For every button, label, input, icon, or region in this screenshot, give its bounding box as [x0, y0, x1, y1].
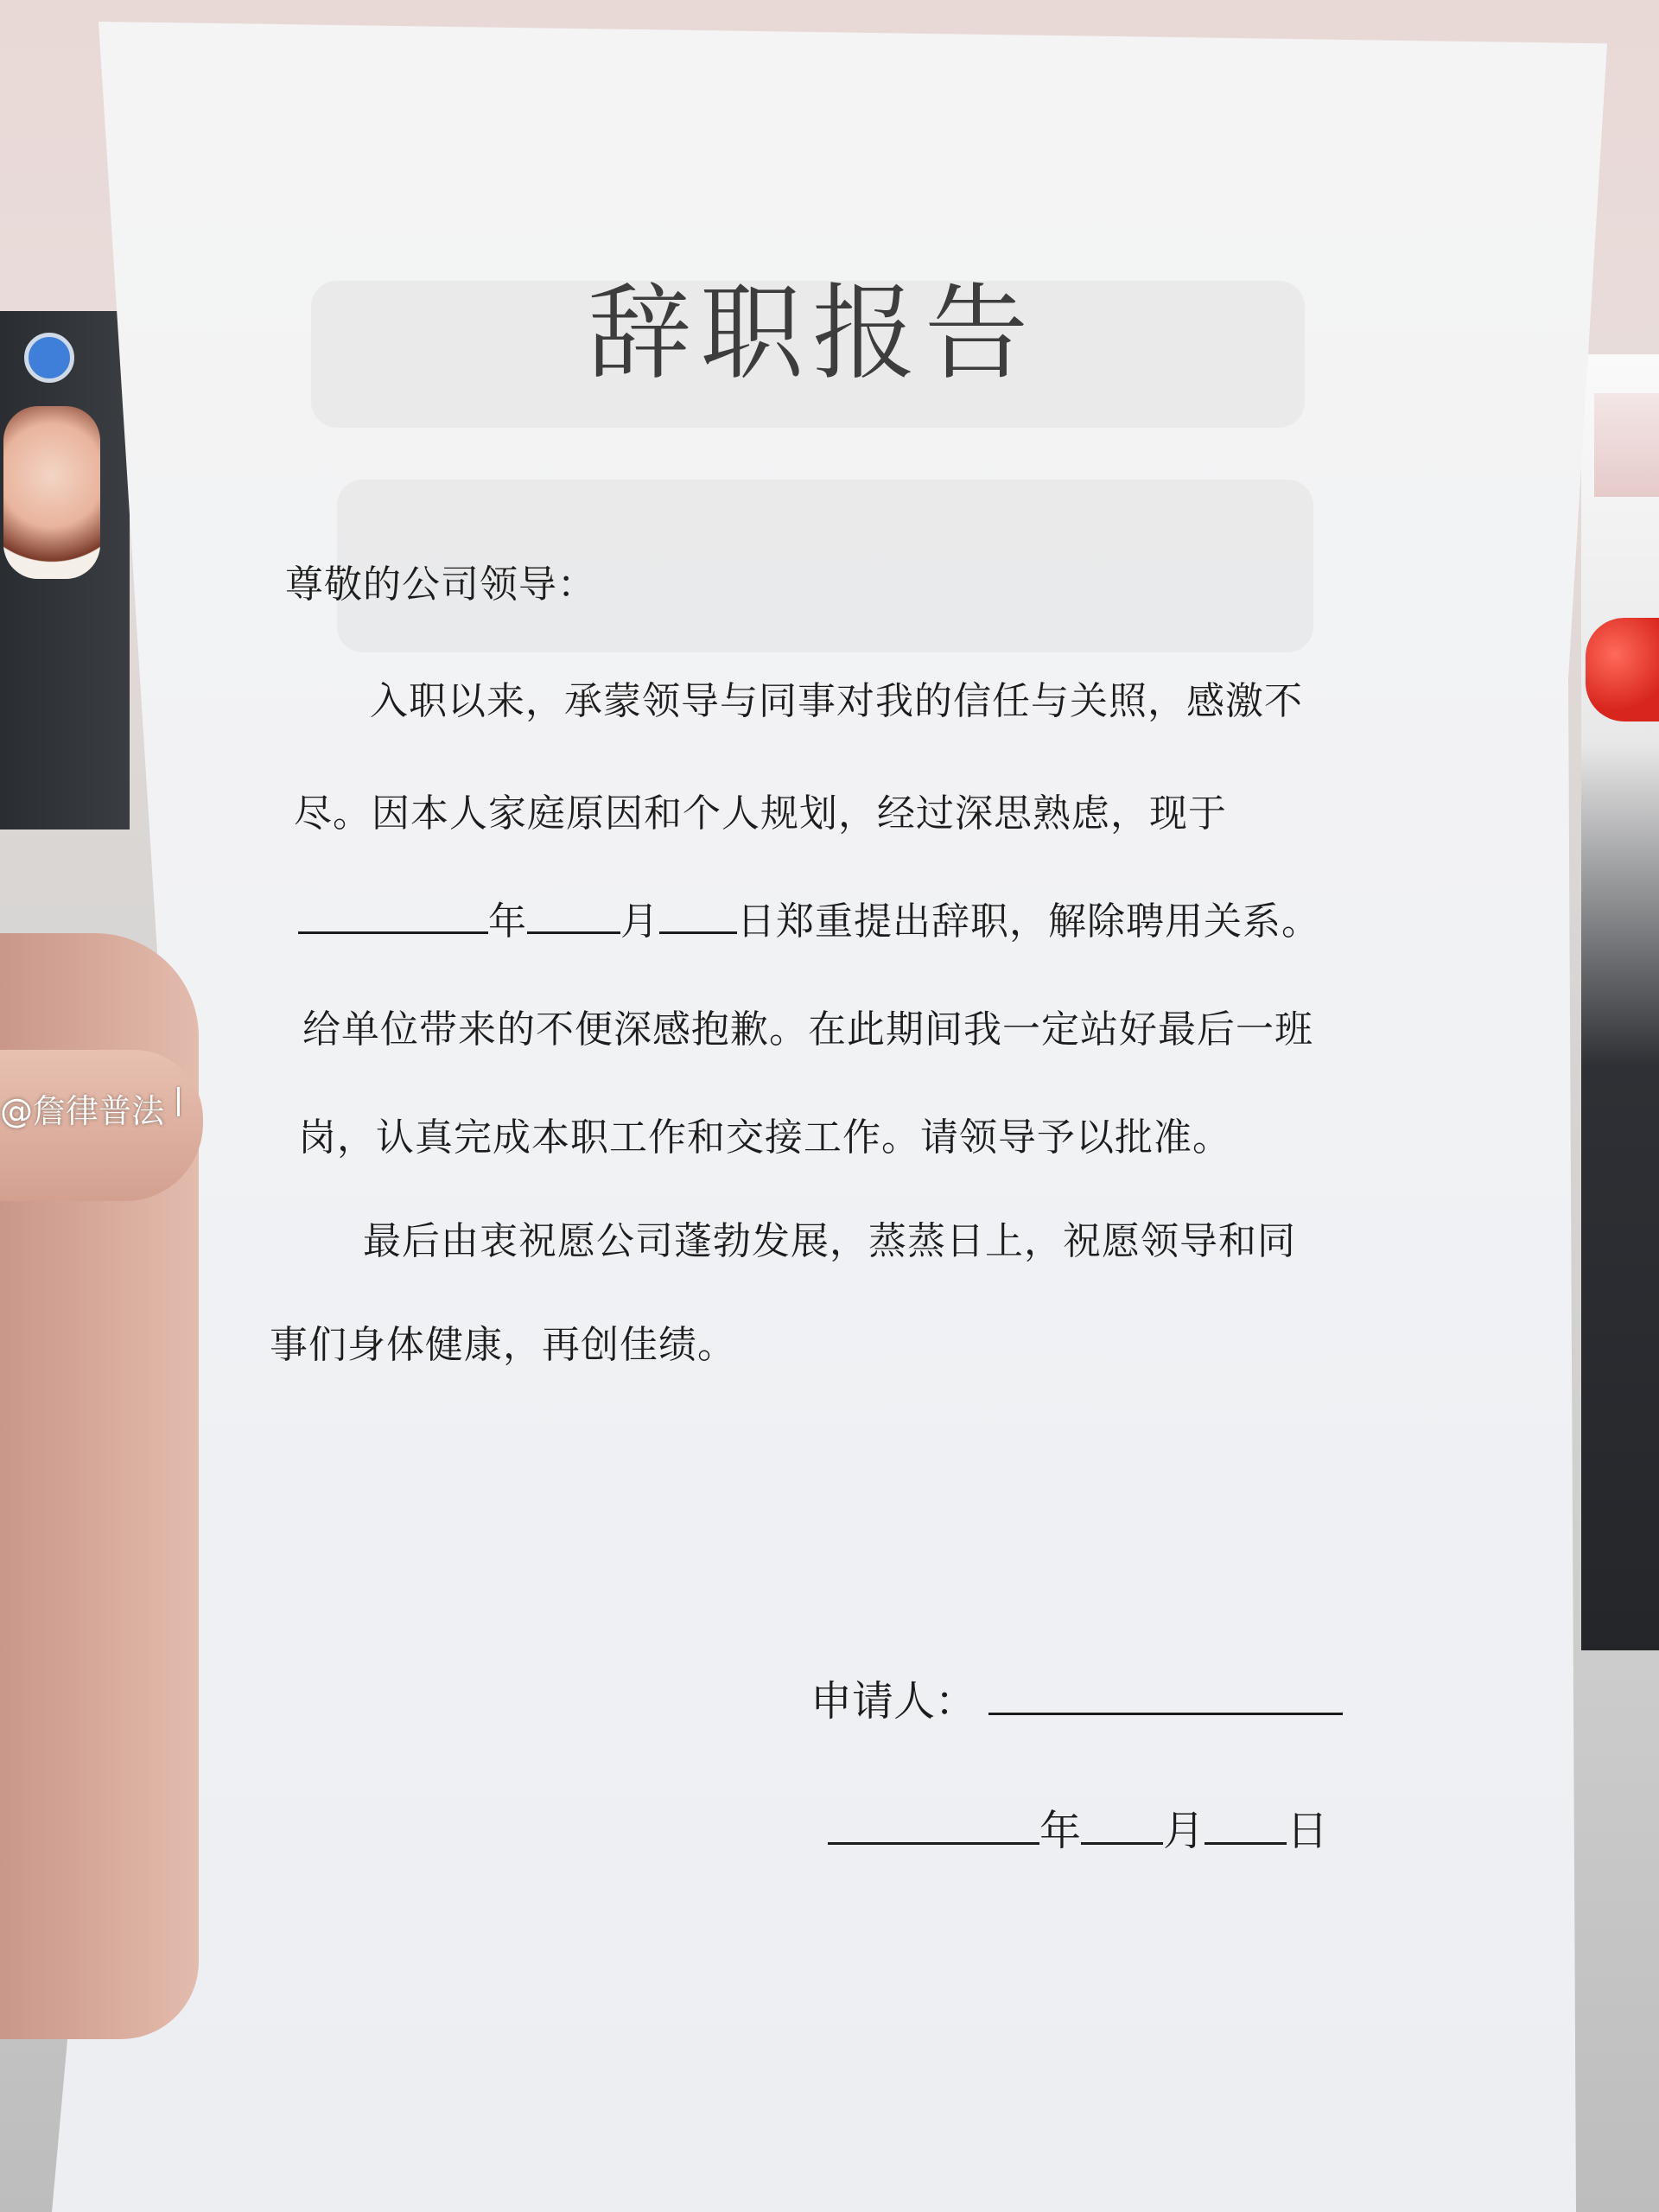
applicant-row: [810, 1668, 1343, 1727]
background-desk-right: [1581, 354, 1659, 1650]
signature-year-blank[interactable]: [828, 1808, 1039, 1845]
body-line-6: 最后由衷祝愿公司蓬勃发展，蒸蒸日上，祝愿领导和同: [363, 1219, 1296, 1263]
body-line-2: 尽。因本人家庭原因和个人规划，经过深思熟虑，现于: [294, 791, 1227, 836]
signature-month-label: 月: [1163, 1807, 1205, 1855]
body-line-7: 事们身体健康，再创佳绩。: [270, 1323, 736, 1367]
signature-date-row: [828, 1797, 1328, 1857]
record-icon: [24, 333, 74, 383]
day-blank[interactable]: [659, 897, 737, 934]
signature-year-label: 年: [1039, 1807, 1082, 1855]
document-title: 辞职报告: [588, 274, 1037, 394]
cartoon-sticker-icon: [3, 406, 100, 579]
watermark-text: @詹律普法: [0, 1092, 165, 1130]
watermark-divider: [177, 1087, 180, 1116]
month-label: 月: [620, 899, 659, 944]
body-line-3: [298, 890, 1320, 945]
background-decoration: [1594, 393, 1659, 497]
applicant-label: 申请人：: [810, 1677, 977, 1726]
applicant-signature-blank[interactable]: [988, 1678, 1343, 1715]
year-label: 年: [488, 899, 527, 944]
signature-month-blank[interactable]: [1081, 1808, 1163, 1845]
salutation: 尊敬的公司领导：: [285, 563, 596, 607]
body-line-1: 入职以来，承蒙领导与同事对我的信任与关照，感激不: [370, 679, 1303, 723]
month-blank[interactable]: [527, 897, 620, 934]
tomato-toy-icon: [1586, 618, 1659, 721]
body-line-5: 岗，认真完成本职工作和交接工作。请领导予以批准。: [298, 1116, 1231, 1160]
signature-day-label: 日: [1287, 1807, 1329, 1855]
signature-day-blank[interactable]: [1205, 1808, 1287, 1845]
year-blank[interactable]: [298, 897, 488, 934]
line3-rest: 日郑重提出辞职，解除聘用关系。: [737, 899, 1320, 944]
body-line-4: 给单位带来的不便深感抱歉。在此期间我一定站好最后一班: [302, 1007, 1313, 1052]
